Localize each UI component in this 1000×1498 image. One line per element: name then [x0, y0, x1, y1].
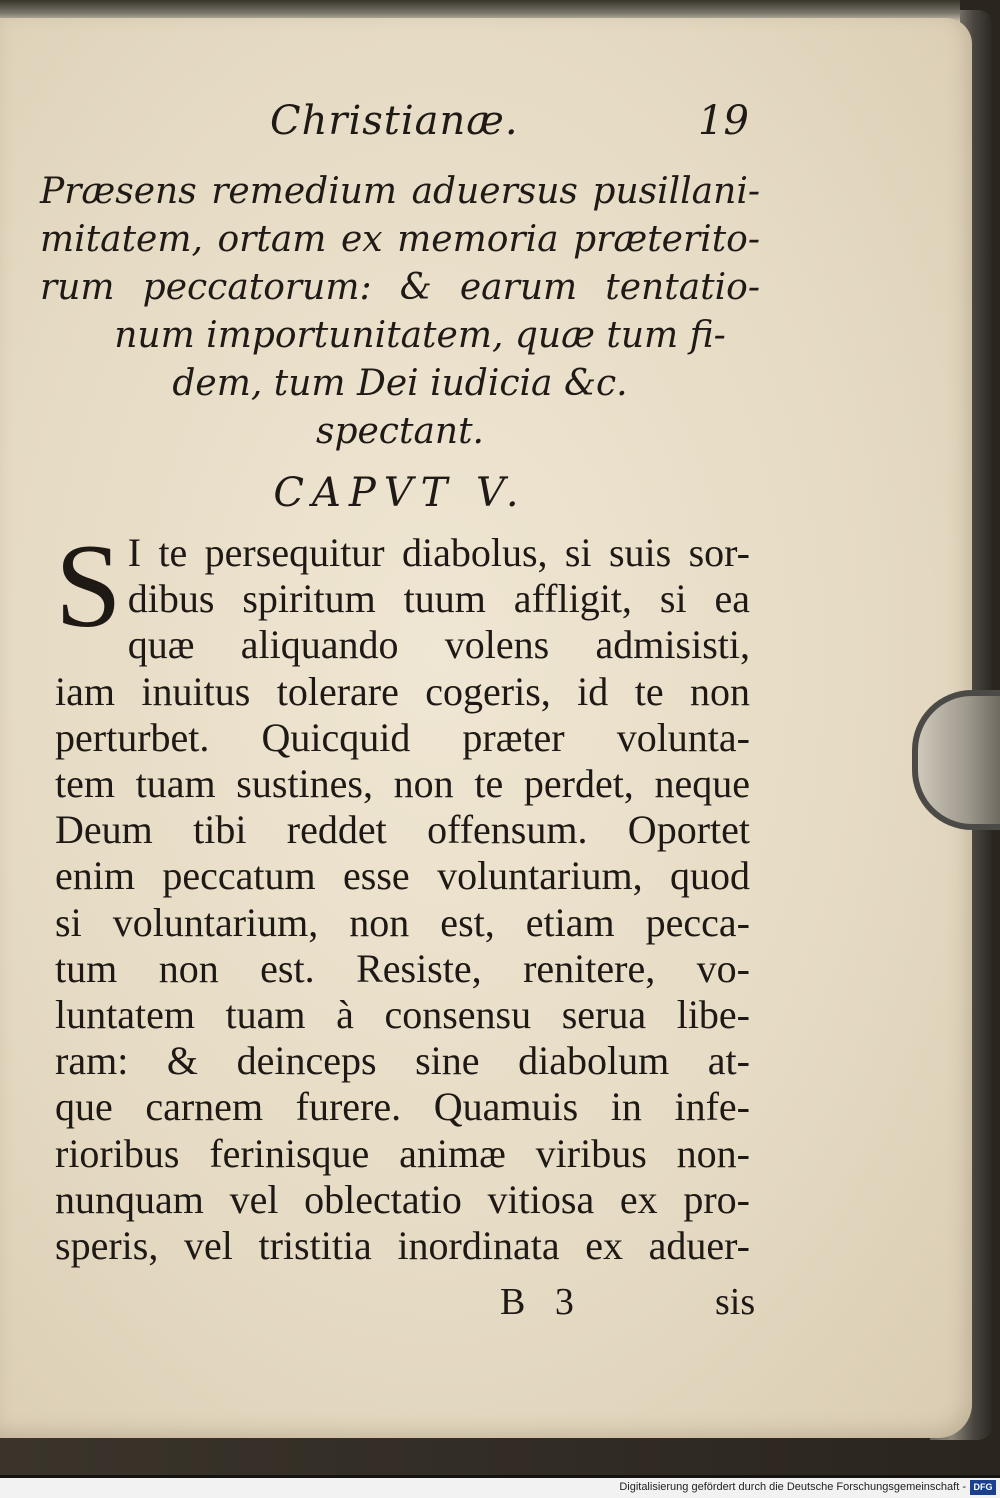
drop-cap: S — [55, 519, 122, 652]
body-line: nunquam vel oblectatio vitiosa ex pro- — [55, 1176, 750, 1222]
credit-bar — [0, 1478, 1000, 1498]
page-number: 19 — [698, 98, 749, 144]
heading-line: mitatem, ortam ex memoria præterito- — [40, 219, 760, 260]
catchword: sis — [715, 1281, 756, 1323]
body-line: dibus spiritum tuum affligit, si ea — [127, 576, 750, 622]
body-line: I te persequitur diabolus, si suis sor- — [127, 530, 750, 575]
body-line: enim peccatum esse voluntarium, quod — [55, 853, 750, 899]
body-line: speris, vel tristitia inordinata ex aduer- — [55, 1223, 750, 1269]
body-line: luntatem tuam à consensu serua libe- — [55, 992, 750, 1038]
body-line: si voluntarium, non est, etiam pecca- — [55, 899, 750, 945]
body-line: iam inuitus tolerare cogeris, id te non — [55, 668, 750, 714]
running-head — [0, 90, 972, 160]
heading-line: dem, tum Dei iudicia &c. — [172, 363, 628, 404]
body-line: tem tuam sustines, non te perdet, neque — [55, 761, 750, 807]
running-head-title: Christianæ. — [270, 98, 519, 144]
section-heading — [40, 168, 760, 456]
body-line: tum non est. Resiste, renitere, vo- — [55, 945, 750, 991]
body-text — [55, 519, 750, 1269]
credit-text: Digitalisierung gefördert durch die Deutsche Forschungsgemeinschaft - — [619, 1481, 966, 1493]
body-line: perturbet. Quicquid præter volunta- — [55, 714, 750, 760]
body-line: ram: & deinceps sine diabolum at- — [55, 1038, 750, 1084]
heading-line: spectant. — [315, 411, 484, 452]
dfg-logo: DFG — [970, 1480, 996, 1495]
chapter-title: CAPVT V. — [273, 470, 527, 516]
book-page — [0, 18, 972, 1438]
body-line: Deum tibi reddet offensum. Oportet — [55, 807, 750, 853]
signature-mark: B 3 — [500, 1281, 584, 1323]
body-line: quæ aliquando volens admisisti, — [127, 622, 750, 668]
body-line: que carnem furere. Quamuis in infe- — [55, 1084, 750, 1130]
heading-line: Præsens remedium aduersus pusillani- — [40, 171, 760, 212]
body-line: rioribus ferinisque animæ viribus non- — [55, 1130, 750, 1176]
heading-line: num importunitatem, quæ tum fi- — [114, 315, 726, 356]
heading-line: rum peccatorum: & earum tentatio- — [40, 267, 760, 308]
